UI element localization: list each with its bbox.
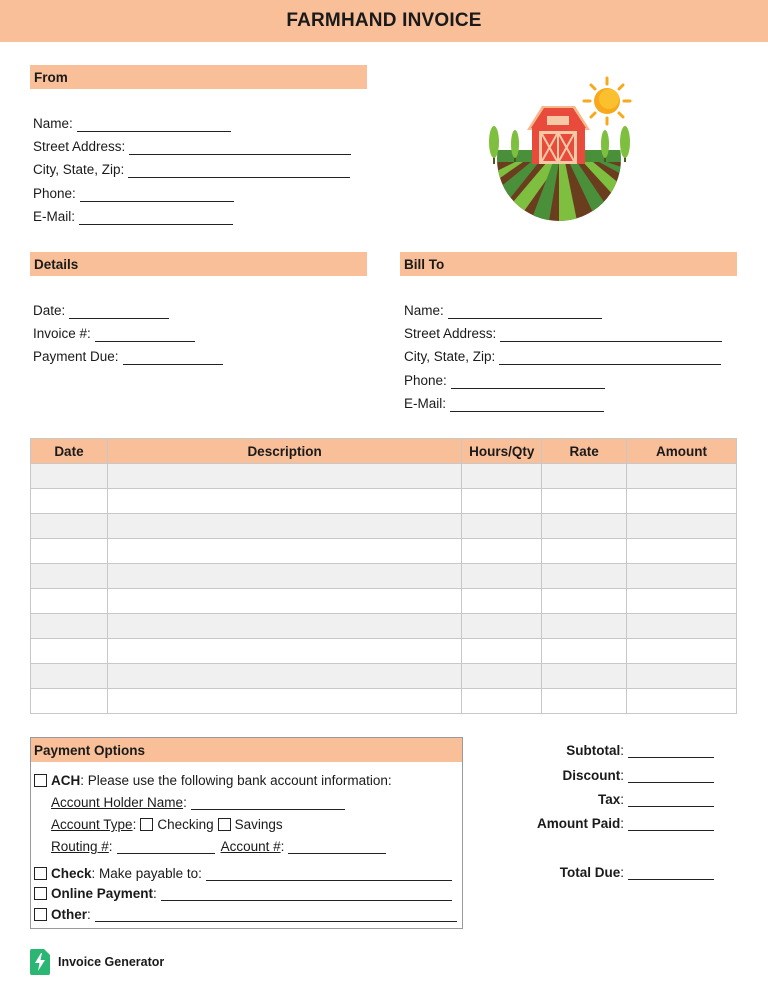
table-row [31, 589, 737, 614]
cell-hours-qty[interactable] [462, 689, 542, 714]
cell-date[interactable] [31, 539, 108, 564]
payment-options-heading: Payment Options [31, 738, 462, 762]
cell-amount[interactable] [627, 464, 737, 489]
cell-description[interactable] [107, 489, 461, 514]
other-option[interactable]: Other : [34, 906, 457, 922]
cell-amount[interactable] [627, 639, 737, 664]
details-payment-due-field[interactable]: Payment Due: [33, 349, 223, 365]
cell-rate[interactable] [542, 614, 627, 639]
check-option[interactable]: Check : Make payable to: [34, 865, 452, 881]
cell-rate[interactable] [542, 464, 627, 489]
check-checkbox[interactable] [34, 867, 47, 880]
col-header-rate: Rate [542, 439, 627, 464]
table-row [31, 689, 737, 714]
cell-rate[interactable] [542, 664, 627, 689]
table-row [31, 639, 737, 664]
table-row [31, 564, 737, 589]
cell-amount[interactable] [627, 689, 737, 714]
cell-description[interactable] [107, 689, 461, 714]
ach-option[interactable]: ACH : Please use the following bank account information: [34, 772, 392, 788]
other-checkbox[interactable] [34, 908, 47, 921]
cell-amount[interactable] [627, 539, 737, 564]
table-row [31, 539, 737, 564]
routing-account-field[interactable]: Routing # : Account # : [51, 838, 386, 854]
col-header-hours-qty: Hours/Qty [462, 439, 542, 464]
cell-amount[interactable] [627, 664, 737, 689]
cell-amount[interactable] [627, 564, 737, 589]
account-type-field: Account Type : Checking Savings [51, 817, 283, 832]
cell-rate[interactable] [542, 564, 627, 589]
brand-name: Invoice Generator [58, 955, 165, 969]
cell-description[interactable] [107, 514, 461, 539]
cell-rate[interactable] [542, 514, 627, 539]
tax-field[interactable]: Tax : [474, 791, 714, 807]
cell-description[interactable] [107, 539, 461, 564]
cell-rate[interactable] [542, 539, 627, 564]
cell-date[interactable] [31, 464, 108, 489]
cell-rate[interactable] [542, 589, 627, 614]
details-date-field[interactable]: Date: [33, 303, 169, 319]
cell-description[interactable] [107, 564, 461, 589]
from-city-field[interactable]: City, State, Zip: [33, 162, 350, 178]
line-items-table [30, 438, 737, 714]
cell-date[interactable] [31, 689, 108, 714]
from-email-field[interactable]: E-Mail: [33, 209, 233, 225]
bill-to-email-field[interactable]: E-Mail: [404, 396, 604, 412]
cell-date[interactable] [31, 589, 108, 614]
cell-date[interactable] [31, 664, 108, 689]
from-street-field[interactable]: Street Address: [33, 139, 351, 155]
cell-description[interactable] [107, 639, 461, 664]
title-bar [0, 0, 768, 42]
savings-checkbox[interactable] [218, 818, 231, 831]
farm-barn-sun-icon [487, 76, 632, 221]
table-row [31, 664, 737, 689]
payment-options-box [30, 737, 463, 929]
cell-amount[interactable] [627, 614, 737, 639]
bill-to-city-field[interactable]: City, State, Zip: [404, 349, 721, 365]
online-payment-checkbox[interactable] [34, 887, 47, 900]
cell-date[interactable] [31, 614, 108, 639]
cell-description[interactable] [107, 664, 461, 689]
cell-date[interactable] [31, 489, 108, 514]
account-holder-field[interactable]: Account Holder Name : [51, 794, 345, 810]
cell-hours-qty[interactable] [462, 589, 542, 614]
amount-paid-field[interactable]: Amount Paid : [474, 815, 714, 831]
cell-amount[interactable] [627, 514, 737, 539]
cell-hours-qty[interactable] [462, 514, 542, 539]
cell-date[interactable] [31, 514, 108, 539]
cell-hours-qty[interactable] [462, 614, 542, 639]
total-due-field[interactable]: Total Due : [474, 864, 714, 880]
table-header-row [31, 439, 737, 464]
bill-to-heading: Bill To [400, 252, 737, 276]
bill-to-name-field[interactable]: Name: [404, 303, 602, 319]
from-phone-field[interactable]: Phone: [33, 186, 234, 202]
col-header-date: Date [31, 439, 108, 464]
footer-brand [30, 949, 164, 975]
cell-hours-qty[interactable] [462, 489, 542, 514]
col-header-description: Description [107, 439, 461, 464]
cell-amount[interactable] [627, 589, 737, 614]
cell-rate[interactable] [542, 489, 627, 514]
details-invoice-number-field[interactable]: Invoice #: [33, 326, 195, 342]
from-heading: From [30, 65, 367, 89]
table-row [31, 614, 737, 639]
cell-hours-qty[interactable] [462, 564, 542, 589]
discount-field[interactable]: Discount : [474, 767, 714, 783]
cell-hours-qty[interactable] [462, 639, 542, 664]
page-title: FARMHAND INVOICE [286, 10, 482, 31]
cell-rate[interactable] [542, 639, 627, 664]
col-header-amount: Amount [627, 439, 737, 464]
cell-amount[interactable] [627, 489, 737, 514]
cell-hours-qty[interactable] [462, 464, 542, 489]
cell-hours-qty[interactable] [462, 664, 542, 689]
ach-checkbox[interactable] [34, 774, 47, 787]
bill-to-phone-field[interactable]: Phone: [404, 373, 605, 389]
cell-hours-qty[interactable] [462, 539, 542, 564]
cell-description[interactable] [107, 614, 461, 639]
online-payment-option[interactable]: Online Payment : [34, 885, 452, 901]
cell-date[interactable] [31, 639, 108, 664]
from-name-field[interactable]: Name: [33, 116, 231, 132]
cell-description[interactable] [107, 589, 461, 614]
bill-to-street-field[interactable]: Street Address: [404, 326, 722, 342]
cell-date[interactable] [31, 564, 108, 589]
subtotal-field[interactable]: Subtotal : [474, 742, 714, 758]
table-row [31, 489, 737, 514]
table-row [31, 514, 737, 539]
table-row [31, 464, 737, 489]
cell-description[interactable] [107, 464, 461, 489]
checking-checkbox[interactable] [140, 818, 153, 831]
cell-rate[interactable] [542, 689, 627, 714]
lightning-document-icon [30, 949, 50, 975]
details-heading: Details [30, 252, 367, 276]
